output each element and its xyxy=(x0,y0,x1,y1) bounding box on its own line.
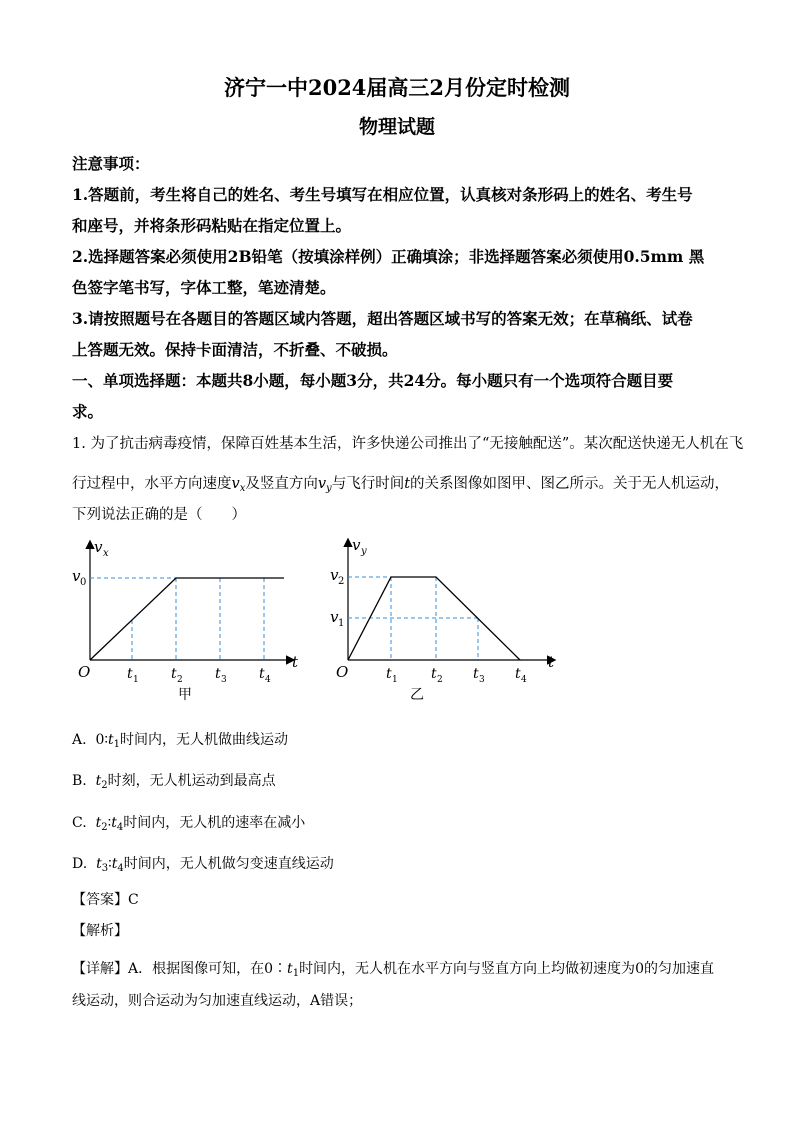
jia-tick-t2-sub: 2 xyxy=(177,675,183,685)
option-a-pre: 0∶ xyxy=(95,732,109,748)
option-a-sub: 1 xyxy=(113,739,121,750)
option-d[interactable] xyxy=(72,853,334,874)
section-heading-line-1: 一、单项选择题：本题共8小题，每小题3分，共24分。每小题只有一个选项符合题目要 xyxy=(72,371,674,390)
detail-line-2: 线运动，则合运动为匀加速直线运动，A错误； xyxy=(72,993,363,1009)
option-c-sub2: 4 xyxy=(116,822,124,833)
notice-heading: 注意事项： xyxy=(72,154,150,173)
jia-tick-t2: t xyxy=(171,666,177,682)
yi-tick-t3: t xyxy=(473,666,479,682)
jia-ylabel-sub: x xyxy=(103,548,109,559)
option-c-letter: C. xyxy=(72,815,87,831)
notice-line-3: 2.选择题答案必须使用2B铅笔（按填涂样例）正确填涂；非选择题答案必须使用0.5mm 黑 xyxy=(72,247,705,266)
notice-line-2: 和座号，并将条形码粘贴在指定位置上。 xyxy=(72,216,352,235)
yi-ylabel: v xyxy=(352,536,361,554)
jia-tick-t1: t xyxy=(127,666,133,682)
option-d-colon: ∶ xyxy=(108,856,112,872)
jia-xlabel: t xyxy=(292,653,298,671)
jia-graph-line xyxy=(90,578,284,660)
yi-ylabel-sub: y xyxy=(361,546,367,557)
answer-label: 【答案】 xyxy=(72,892,128,908)
option-d-t: t xyxy=(96,856,102,872)
detail-text-a: A．根据图像可知，在 xyxy=(128,961,265,977)
question-text-a: 行过程中，水平方向速度 xyxy=(72,476,232,492)
option-d-letter: D. xyxy=(72,856,88,872)
jia-tick-t1-sub: 1 xyxy=(133,675,139,685)
question-text-c: 与飞行时间 xyxy=(331,476,405,492)
exam-subtitle: 物理试题 xyxy=(358,116,435,138)
detail-line-1 xyxy=(72,958,714,979)
yi-tick-t3-sub: 3 xyxy=(479,675,485,685)
question-line-1: 1. 为了抗击病毒疫情，保障百姓基本生活，许多快递公司推出了“无接触配送”。某次配送快递无人机在飞 xyxy=(72,436,744,452)
yi-caption: 乙 xyxy=(410,687,424,702)
detail-text-c: 的匀加速直 xyxy=(643,961,714,977)
notice-line-4: 色签字笔书写，字体工整，笔迹清楚。 xyxy=(72,278,336,297)
yi-xlabel: t xyxy=(548,653,555,671)
graph-yi xyxy=(326,532,566,702)
analysis-label: 【解析】 xyxy=(72,923,128,939)
vy-sub: y xyxy=(326,483,332,494)
answer-value: C xyxy=(128,892,139,908)
graph-jia xyxy=(68,532,298,702)
jia-origin: O xyxy=(78,663,91,681)
option-c-text: 时间内，无人机的速率在减小 xyxy=(123,815,306,831)
jia-tick-t3: t xyxy=(215,666,221,682)
yi-tick-t4: t xyxy=(515,666,521,682)
jia-tick-t4-sub: 4 xyxy=(265,675,271,685)
detail-sub: 1 xyxy=(292,968,300,979)
option-a[interactable] xyxy=(72,729,288,750)
yi-tick-t1-sub: 1 xyxy=(392,675,398,685)
detail-t: t xyxy=(287,961,293,977)
notice-line-6: 上答题无效。保持卡面清洁，不折叠、不破损。 xyxy=(72,340,398,359)
option-a-text: 时间内，无人机做曲线运动 xyxy=(120,732,289,748)
option-c-t: t xyxy=(95,815,102,831)
jia-tick-t3-sub: 3 xyxy=(221,675,227,685)
option-b-text: 时刻，无人机运动到最高点 xyxy=(107,773,276,789)
vx-sub: x xyxy=(239,483,246,494)
yi-tick-t2-sub: 2 xyxy=(437,675,443,685)
jia-caption: 甲 xyxy=(178,687,192,702)
option-d-t2: t xyxy=(111,856,118,872)
option-a-t: t xyxy=(108,732,114,748)
detail-text-b: 时间内，无人机在水平方向与竖直方向上均做初速度为 xyxy=(299,961,636,977)
exam-title: 济宁一中2024届高三2月份定时检测 xyxy=(223,75,571,100)
notice-line-1: 1.答题前，考生将自己的姓名、考生号填写在相应位置，认真核对条形码上的姓名、考生号 xyxy=(72,185,693,204)
detail-zero: 0 xyxy=(635,961,644,977)
option-c-t2: t xyxy=(111,815,117,831)
option-d-sub2: 4 xyxy=(117,863,124,874)
option-b-letter: B. xyxy=(72,773,87,789)
t-symbol: t xyxy=(404,476,411,492)
option-a-letter: A. xyxy=(72,732,87,748)
question-line-3: 下列说法正确的是（ ） xyxy=(72,507,246,523)
yi-v2-label: v xyxy=(330,566,339,584)
option-b-t: t xyxy=(95,773,102,789)
option-c-sub: 2 xyxy=(101,822,108,833)
detail-pre: 0∶ xyxy=(264,961,288,977)
yi-tick-t1: t xyxy=(386,666,392,682)
yi-tick-t2: t xyxy=(431,666,437,682)
option-b[interactable] xyxy=(72,770,276,791)
jia-v0-label: v xyxy=(72,567,81,585)
option-d-sub: 3 xyxy=(101,863,109,874)
answer-line xyxy=(72,889,139,909)
option-d-text: 时间内，无人机做匀变速直线运动 xyxy=(123,856,334,872)
option-c-colon: ∶ xyxy=(107,815,112,831)
jia-ylabel: v xyxy=(94,538,103,556)
detail-label: 【详解】 xyxy=(72,961,128,977)
yi-v1-label: v xyxy=(330,608,339,626)
jia-tick-t4: t xyxy=(259,666,265,682)
yi-v2-sub: 2 xyxy=(338,576,345,587)
notice-line-5: 3.请按照题号在各题目的答题区域内答题，超出答题区域书写的答案无效；在草稿纸、试卷 xyxy=(72,309,693,328)
question-text-b: 及竖直方向 xyxy=(245,476,318,492)
option-b-sub: 2 xyxy=(101,780,108,791)
vx-symbol: v xyxy=(231,476,240,492)
yi-origin: O xyxy=(336,663,349,681)
question-text-d: 的关系图像如图甲、图乙所示。关于无人机运动， xyxy=(410,476,730,492)
option-c[interactable] xyxy=(72,812,305,833)
section-heading-line-2: 求。 xyxy=(72,402,104,421)
question-line-2 xyxy=(72,472,729,494)
jia-v0-sub: 0 xyxy=(80,577,87,588)
yi-tick-t4-sub: 4 xyxy=(521,675,527,685)
yi-v1-sub: 1 xyxy=(338,618,345,629)
vy-symbol: v xyxy=(317,476,327,492)
